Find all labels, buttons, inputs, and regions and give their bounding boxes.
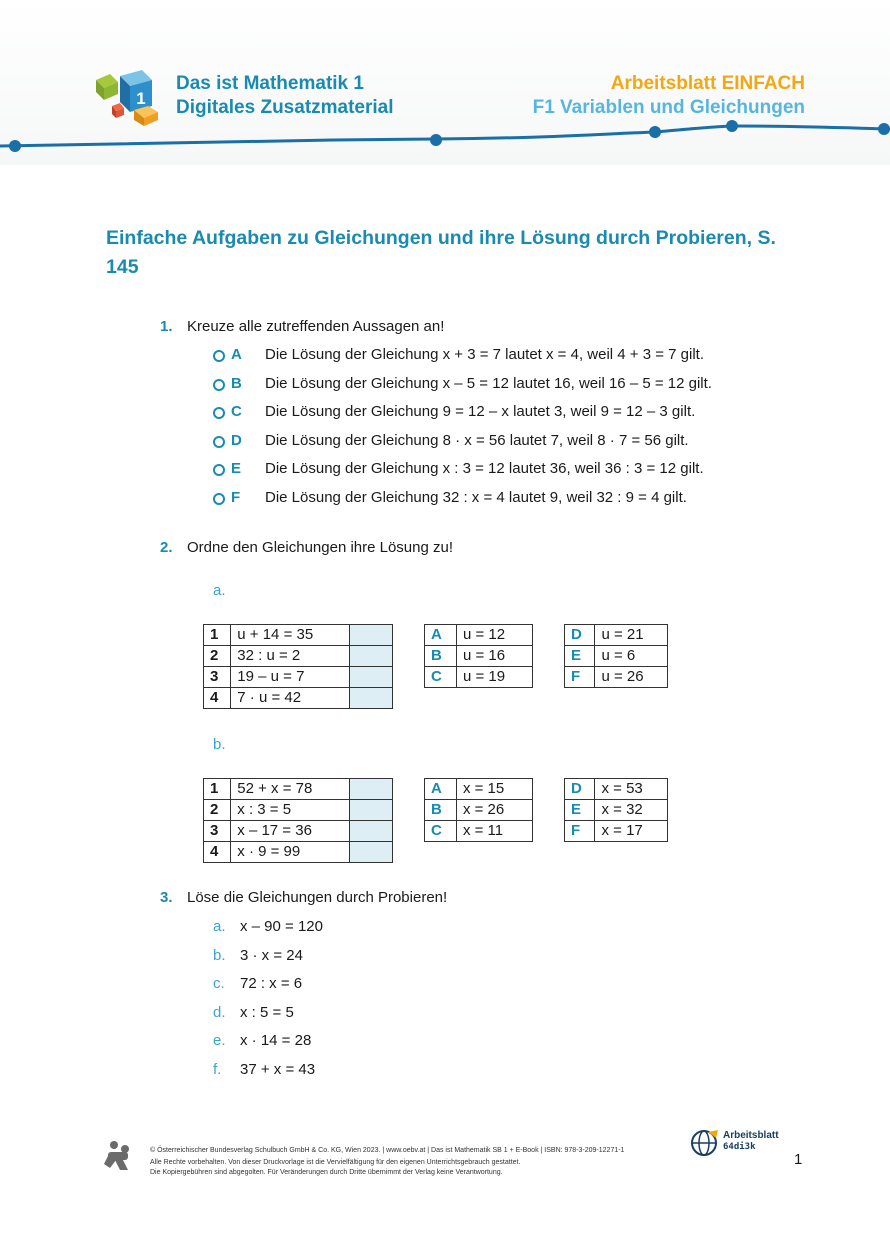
equation-cell: x · 9 = 99 xyxy=(231,842,349,863)
solution-value: x = 32 xyxy=(595,800,668,821)
subtask-label: c. xyxy=(213,975,225,992)
table-row xyxy=(425,821,533,842)
option-text: Die Lösung der Gleichung x : 3 = 12 lautet 36, weil 36 : 3 = 12 gilt. xyxy=(265,460,704,477)
table-row xyxy=(204,688,393,709)
equation-number: 1 xyxy=(204,779,231,800)
table-row xyxy=(425,625,533,646)
table-row xyxy=(425,800,533,821)
footer-rights: Alle Rechte vorbehalten. Von dieser Druckvorlage ist die Vervielfältigung für den eigenen Unterrichtsgebrauch gestattet. xyxy=(150,1159,521,1166)
task-prompt: Ordne den Gleichungen ihre Lösung zu! xyxy=(187,539,454,556)
answer-box[interactable] xyxy=(349,800,392,821)
equation-table xyxy=(203,778,393,863)
subtask-label: a. xyxy=(213,582,226,599)
subtask-label: b. xyxy=(213,736,226,753)
equation-text: 72 : x = 6 xyxy=(240,975,303,992)
equation-cell: 7 · u = 42 xyxy=(231,688,349,709)
svg-text:1: 1 xyxy=(136,89,146,108)
answer-box[interactable] xyxy=(349,646,392,667)
equation-cell: 19 – u = 7 xyxy=(231,667,349,688)
equation-cell: x : 3 = 5 xyxy=(231,800,349,821)
equation-number: 1 xyxy=(204,625,231,646)
option-letter: C xyxy=(231,403,242,420)
answer-box[interactable] xyxy=(349,842,392,863)
footer-copyright: © Österreichischer Bundesverlag Schulbuch GmbH & Co. KG, Wien 2023. | www.oebv.at | Das ist Mathematik SB 1 + E-Book | ISBN: 978-3-209-12271-1 xyxy=(150,1147,625,1154)
option-text: Die Lösung der Gleichung 8 · x = 56 lautet 7, weil 8 · 7 = 56 gilt. xyxy=(265,431,689,449)
subtask-label: e. xyxy=(213,1032,226,1049)
solution-letter: A xyxy=(425,625,457,646)
table-row xyxy=(565,646,668,667)
option-checkbox[interactable] xyxy=(213,464,225,476)
header-wave-line xyxy=(0,112,890,162)
solution-value: x = 17 xyxy=(595,821,668,842)
equation-cell: 32 : u = 2 xyxy=(231,646,349,667)
globe-icon xyxy=(690,1128,720,1158)
answer-box[interactable] xyxy=(349,779,392,800)
solution-value: u = 6 xyxy=(595,646,668,667)
equation-cell: 52 + x = 78 xyxy=(231,779,349,800)
equation-text: x : 5 = 5 xyxy=(240,1003,294,1021)
solution-value: x = 26 xyxy=(456,800,532,821)
task-prompt: Kreuze alle zutreffenden Aussagen an! xyxy=(187,318,445,335)
option-checkbox[interactable] xyxy=(213,407,225,419)
topic-title: F1 Variablen und Gleichungen xyxy=(532,97,805,118)
solution-letter: A xyxy=(425,779,457,800)
solution-letter: E xyxy=(565,646,595,667)
option-letter: F xyxy=(231,488,241,506)
equation-number: 4 xyxy=(204,842,231,863)
answer-box[interactable] xyxy=(349,821,392,842)
book-subtitle: Digitales Zusatzmaterial xyxy=(176,97,394,118)
solution-value: u = 19 xyxy=(456,667,532,688)
solution-table xyxy=(424,778,533,842)
page-title: Einfache Aufgaben zu Gleichungen und ihre Lösung durch Probieren, S. 145 xyxy=(106,227,776,278)
solution-value: x = 53 xyxy=(595,779,668,800)
solution-letter: D xyxy=(565,779,595,800)
table-row xyxy=(204,646,393,667)
solution-table xyxy=(424,624,533,688)
solution-value: x = 11 xyxy=(456,821,532,842)
option-letter: A xyxy=(231,346,242,363)
solution-table xyxy=(564,778,668,842)
table-row xyxy=(204,625,393,646)
equation-number: 3 xyxy=(204,667,231,688)
equation-number: 4 xyxy=(204,688,231,709)
solution-letter: B xyxy=(425,646,457,667)
equation-cell: u + 14 = 35 xyxy=(231,625,349,646)
option-text: Die Lösung der Gleichung 9 = 12 – x lautet 3, weil 9 = 12 – 3 gilt. xyxy=(265,403,696,420)
option-checkbox[interactable] xyxy=(213,436,225,448)
option-checkbox[interactable] xyxy=(213,350,225,362)
solution-letter: E xyxy=(565,800,595,821)
worksheet-badge-title: Arbeitsblatt xyxy=(723,1130,779,1141)
solution-value: u = 21 xyxy=(595,625,668,646)
sheet-type: Arbeitsblatt EINFACH xyxy=(610,73,805,94)
table-row xyxy=(565,821,668,842)
option-letter: B xyxy=(231,374,242,392)
subtask-label: d. xyxy=(213,1003,226,1021)
table-row xyxy=(565,667,668,688)
option-checkbox[interactable] xyxy=(213,493,225,505)
answer-box[interactable] xyxy=(349,688,392,709)
equation-text: x · 14 = 28 xyxy=(240,1032,312,1049)
table-row xyxy=(204,800,393,821)
footer-fees: Die Kopiergebühren sind abgegolten. Für Veränderungen durch Dritte übernimmt der Verlag keine Verantwortung. xyxy=(150,1169,503,1176)
solution-value: x = 15 xyxy=(456,779,532,800)
table-row xyxy=(425,646,533,667)
equation-text: x – 90 = 120 xyxy=(240,918,323,935)
page-number: 1 xyxy=(794,1151,803,1168)
equation-text: 37 + x = 43 xyxy=(240,1060,316,1078)
table-row xyxy=(204,779,393,800)
table-row xyxy=(565,625,668,646)
equation-cell: x – 17 = 36 xyxy=(231,821,349,842)
solution-letter: F xyxy=(565,821,595,842)
table-row xyxy=(204,821,393,842)
solution-letter: D xyxy=(565,625,595,646)
subtask-label: b. xyxy=(213,946,226,964)
equation-number: 2 xyxy=(204,800,231,821)
table-row xyxy=(204,667,393,688)
solution-letter: F xyxy=(565,667,595,688)
subtask-label: a. xyxy=(213,918,226,935)
equation-number: 3 xyxy=(204,821,231,842)
equation-number: 2 xyxy=(204,646,231,667)
solution-table xyxy=(564,624,668,688)
table-row xyxy=(425,667,533,688)
task-number: 2. xyxy=(160,539,173,556)
table-row xyxy=(565,800,668,821)
option-text: Die Lösung der Gleichung 32 : x = 4 lautet 9, weil 32 : 9 = 4 gilt. xyxy=(265,488,687,506)
task-prompt: Löse die Gleichungen durch Probieren! xyxy=(187,889,448,906)
solution-value: u = 12 xyxy=(456,625,532,646)
option-letter: D xyxy=(231,431,242,449)
solution-value: u = 26 xyxy=(595,667,668,688)
solution-letter: B xyxy=(425,800,457,821)
equation-table xyxy=(203,624,393,709)
solution-letter: C xyxy=(425,821,457,842)
task-number: 1. xyxy=(160,318,173,335)
worksheet-code: 64di3k xyxy=(723,1142,756,1152)
subtask-label: f. xyxy=(213,1060,222,1078)
solution-letter: C xyxy=(425,667,457,688)
option-letter: E xyxy=(231,460,242,477)
publisher-logo-icon xyxy=(104,1140,134,1172)
solution-value: u = 16 xyxy=(456,646,532,667)
equation-text: 3 · x = 24 xyxy=(240,946,303,964)
option-text: Die Lösung der Gleichung x – 5 = 12 lautet 16, weil 16 – 5 = 12 gilt. xyxy=(265,374,712,392)
table-row xyxy=(204,842,393,863)
answer-box[interactable] xyxy=(349,667,392,688)
table-row xyxy=(425,779,533,800)
option-text: Die Lösung der Gleichung x + 3 = 7 lautet x = 4, weil 4 + 3 = 7 gilt. xyxy=(265,346,705,363)
option-checkbox[interactable] xyxy=(213,379,225,391)
book-title: Das ist Mathematik 1 xyxy=(176,73,364,94)
answer-box[interactable] xyxy=(349,625,392,646)
task-number: 3. xyxy=(160,889,173,906)
table-row xyxy=(565,779,668,800)
